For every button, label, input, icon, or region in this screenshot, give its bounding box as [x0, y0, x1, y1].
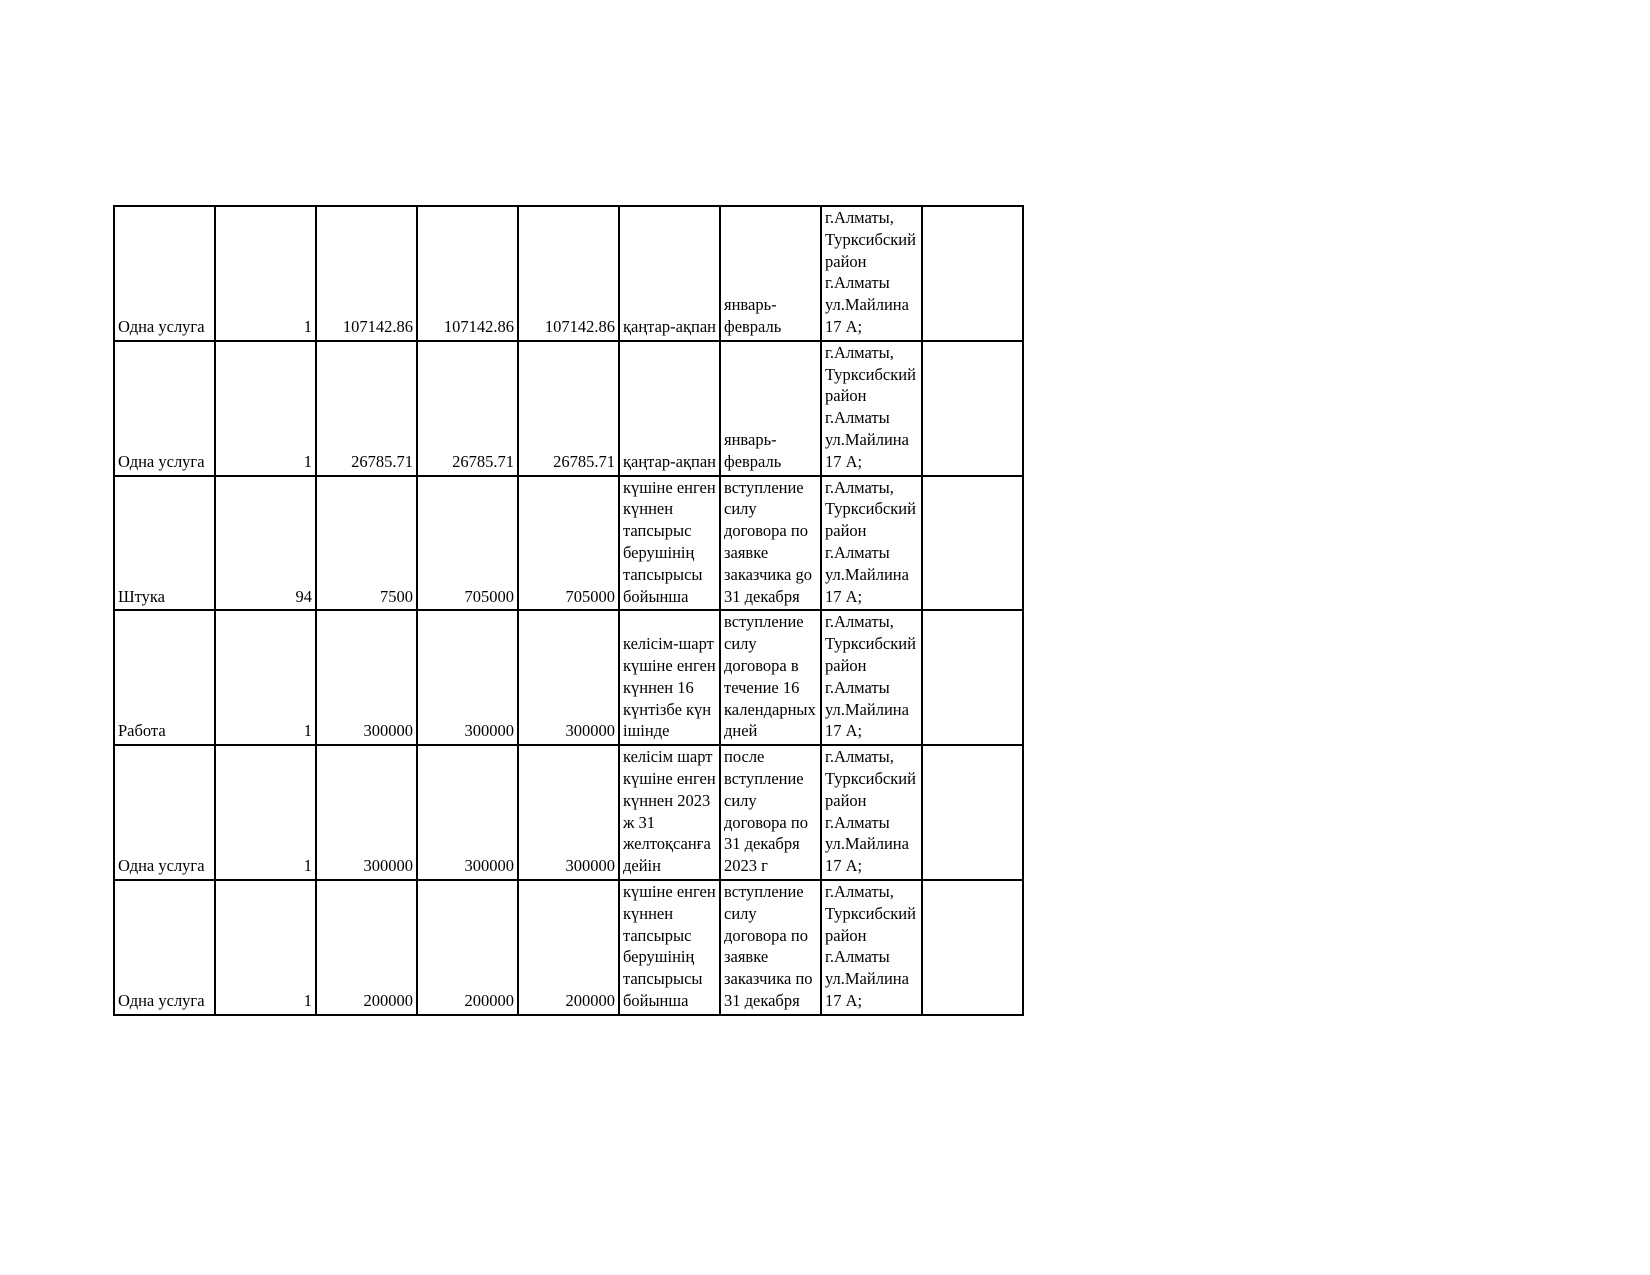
term-kz-cell: күшіне енген күннен тапсырыс берушінің тапсырысы бойынша: [619, 476, 720, 611]
quantity-cell: 1: [215, 745, 316, 880]
sum-vat-cell: 107142.86: [518, 206, 619, 341]
empty-cell: [922, 206, 1023, 341]
term-ru-cell: после вступление силу договора по 31 декабря 2023 г: [720, 745, 821, 880]
term-kz-cell: күшіне енген күннен тапсырыс берушінің тапсырысы бойынша: [619, 880, 720, 1015]
delivery-place-cell: г.Алматы, Турксибский район г.Алматы ул.Майлина 17 А;: [821, 880, 922, 1015]
sum-vat-cell: 705000: [518, 476, 619, 611]
price-cell: 200000: [316, 880, 417, 1015]
sum-cell: 107142.86: [417, 206, 518, 341]
empty-cell: [922, 745, 1023, 880]
price-cell: 300000: [316, 610, 417, 745]
unit-cell: Одна услуга: [114, 206, 215, 341]
term-ru-cell: вступление силу договора в течение 16 календарных дней: [720, 610, 821, 745]
sum-cell: 26785.71: [417, 341, 518, 476]
delivery-place-cell: г.Алматы, Турксибский район г.Алматы ул.Майлина 17 А;: [821, 610, 922, 745]
term-ru-cell: вступление силу договора по заявке заказчика по 31 декабря: [720, 880, 821, 1015]
table-row: [114, 610, 1023, 745]
quantity-cell: 1: [215, 610, 316, 745]
sum-cell: 705000: [417, 476, 518, 611]
quantity-cell: 1: [215, 341, 316, 476]
empty-cell: [922, 476, 1023, 611]
delivery-place-cell: г.Алматы, Турксибский район г.Алматы ул.Майлина 17 А;: [821, 745, 922, 880]
table-row: [114, 341, 1023, 476]
term-kz-cell: қаңтар-ақпан: [619, 341, 720, 476]
quantity-cell: 1: [215, 880, 316, 1015]
unit-cell: Одна услуга: [114, 745, 215, 880]
table-row: [114, 206, 1023, 341]
price-cell: 7500: [316, 476, 417, 611]
sum-cell: 300000: [417, 610, 518, 745]
delivery-place-cell: г.Алматы, Турксибский район г.Алматы ул.Майлина 17 А;: [821, 341, 922, 476]
data-table: [113, 205, 1024, 1016]
empty-cell: [922, 880, 1023, 1015]
term-kz-cell: келісім шарт күшіне енген күннен 2023 ж 31 желтоқсанға дейін: [619, 745, 720, 880]
empty-cell: [922, 610, 1023, 745]
term-ru-cell: вступление силу договора по заявке заказчика go 31 декабря: [720, 476, 821, 611]
sum-cell: 300000: [417, 745, 518, 880]
table-row: [114, 476, 1023, 611]
term-kz-cell: қаңтар-ақпан: [619, 206, 720, 341]
price-cell: 300000: [316, 745, 417, 880]
delivery-place-cell: г.Алматы, Турксибский район г.Алматы ул.Майлина 17 А;: [821, 476, 922, 611]
delivery-place-cell: г.Алматы, Турксибский район г.Алматы ул.Майлина 17 А;: [821, 206, 922, 341]
table-row: [114, 745, 1023, 880]
unit-cell: Штука: [114, 476, 215, 611]
unit-cell: Одна услуга: [114, 880, 215, 1015]
unit-cell: Одна услуга: [114, 341, 215, 476]
unit-cell: Работа: [114, 610, 215, 745]
sum-vat-cell: 26785.71: [518, 341, 619, 476]
sum-vat-cell: 300000: [518, 610, 619, 745]
price-cell: 107142.86: [316, 206, 417, 341]
sum-vat-cell: 300000: [518, 745, 619, 880]
price-cell: 26785.71: [316, 341, 417, 476]
term-kz-cell: келісім-шарт күшіне енген күннен 16 күнтізбе күн ішінде: [619, 610, 720, 745]
quantity-cell: 94: [215, 476, 316, 611]
term-ru-cell: январь- февраль: [720, 341, 821, 476]
quantity-cell: 1: [215, 206, 316, 341]
sum-vat-cell: 200000: [518, 880, 619, 1015]
term-ru-cell: январь- февраль: [720, 206, 821, 341]
empty-cell: [922, 341, 1023, 476]
sum-cell: 200000: [417, 880, 518, 1015]
table-row: [114, 880, 1023, 1015]
